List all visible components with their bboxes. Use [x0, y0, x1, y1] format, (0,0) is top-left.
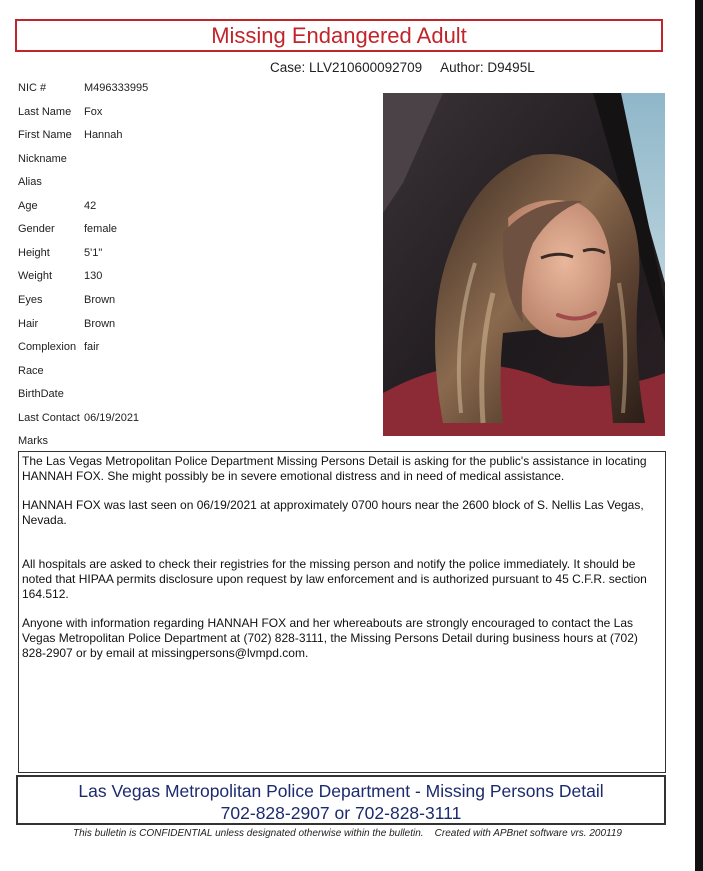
narrative-paragraph: The Las Vegas Metropolitan Police Department Missing Persons Detail is asking for the public's assistance in locating HANNAH FOX. She might possibly be in severe emotional distress and in need of medical assistance.: [22, 454, 647, 483]
field-value: 06/19/2021: [84, 412, 140, 424]
field-label: Hair: [18, 318, 39, 330]
field-label: NIC #: [18, 82, 47, 94]
agency-phones: 702-828-2907 or 702-828-3111: [220, 803, 462, 823]
field-label: Last Contact: [18, 412, 80, 424]
disclaimer-text: This bulletin is CONFIDENTIAL unless designated otherwise within the bulletin. Created with APBnet software vrs. 200119: [73, 828, 622, 839]
narrative-paragraph: All hospitals are asked to check their registries for the missing person and notify the police immediately. It should be noted that HIPAA permits disclosure upon request by law enforcement and is authorized pursuant to 45 C.F.R. section 164.512.: [22, 557, 647, 601]
field-value: fair: [84, 341, 100, 353]
field-label: First Name: [18, 129, 72, 141]
field-value: 5'1": [84, 247, 103, 259]
agency-footer: [16, 775, 666, 825]
field-value: 130: [84, 270, 103, 282]
bulletin-title-box: [15, 19, 663, 52]
field-value: M496333995: [84, 82, 149, 94]
bulletin-title: Missing Endangered Adult: [211, 22, 467, 48]
field-label: Last Name: [18, 106, 72, 118]
field-label: Age: [18, 200, 38, 212]
field-label: BirthDate: [18, 388, 64, 400]
field-value: 42: [84, 200, 97, 212]
field-label: Weight: [18, 270, 53, 282]
field-label: Height: [18, 247, 50, 259]
missing-person-photo: [383, 93, 665, 436]
agency-name: Las Vegas Metropolitan Police Department - Missing Persons Detail: [78, 781, 604, 801]
field-value: Fox: [84, 106, 103, 118]
field-label: Marks: [18, 435, 48, 447]
page-edge-bar: [695, 0, 703, 871]
author-id: Author: D9495L: [440, 60, 535, 75]
narrative-paragraph: Anyone with information regarding HANNAH FOX and her whereabouts are strongly encouraged to contact the Las Vegas Metropolitan Police Department at (702) 828-3111, the Missing Persons Detail during business hours at (702) 828-2907 or by email at missingpersons@lvmpd.com.: [22, 616, 638, 660]
field-value: Hannah: [84, 129, 123, 141]
field-label: Nickname: [18, 153, 67, 165]
case-line: [270, 60, 535, 75]
case-number: Case: LLV210600092709: [270, 60, 423, 75]
field-label: Eyes: [18, 294, 43, 306]
narrative-paragraph: HANNAH FOX was last seen on 06/19/2021 at approximately 0700 hours near the 2600 block of S. Nellis Las Vegas, Nevada.: [22, 498, 644, 527]
narrative-box: [18, 451, 666, 773]
field-value: Brown: [84, 294, 116, 306]
field-label: Alias: [18, 176, 42, 188]
field-value: Brown: [84, 318, 116, 330]
field-label: Gender: [18, 223, 55, 235]
field-label: Race: [18, 365, 44, 377]
field-value: female: [84, 223, 118, 235]
field-label: Complexion: [18, 341, 77, 353]
